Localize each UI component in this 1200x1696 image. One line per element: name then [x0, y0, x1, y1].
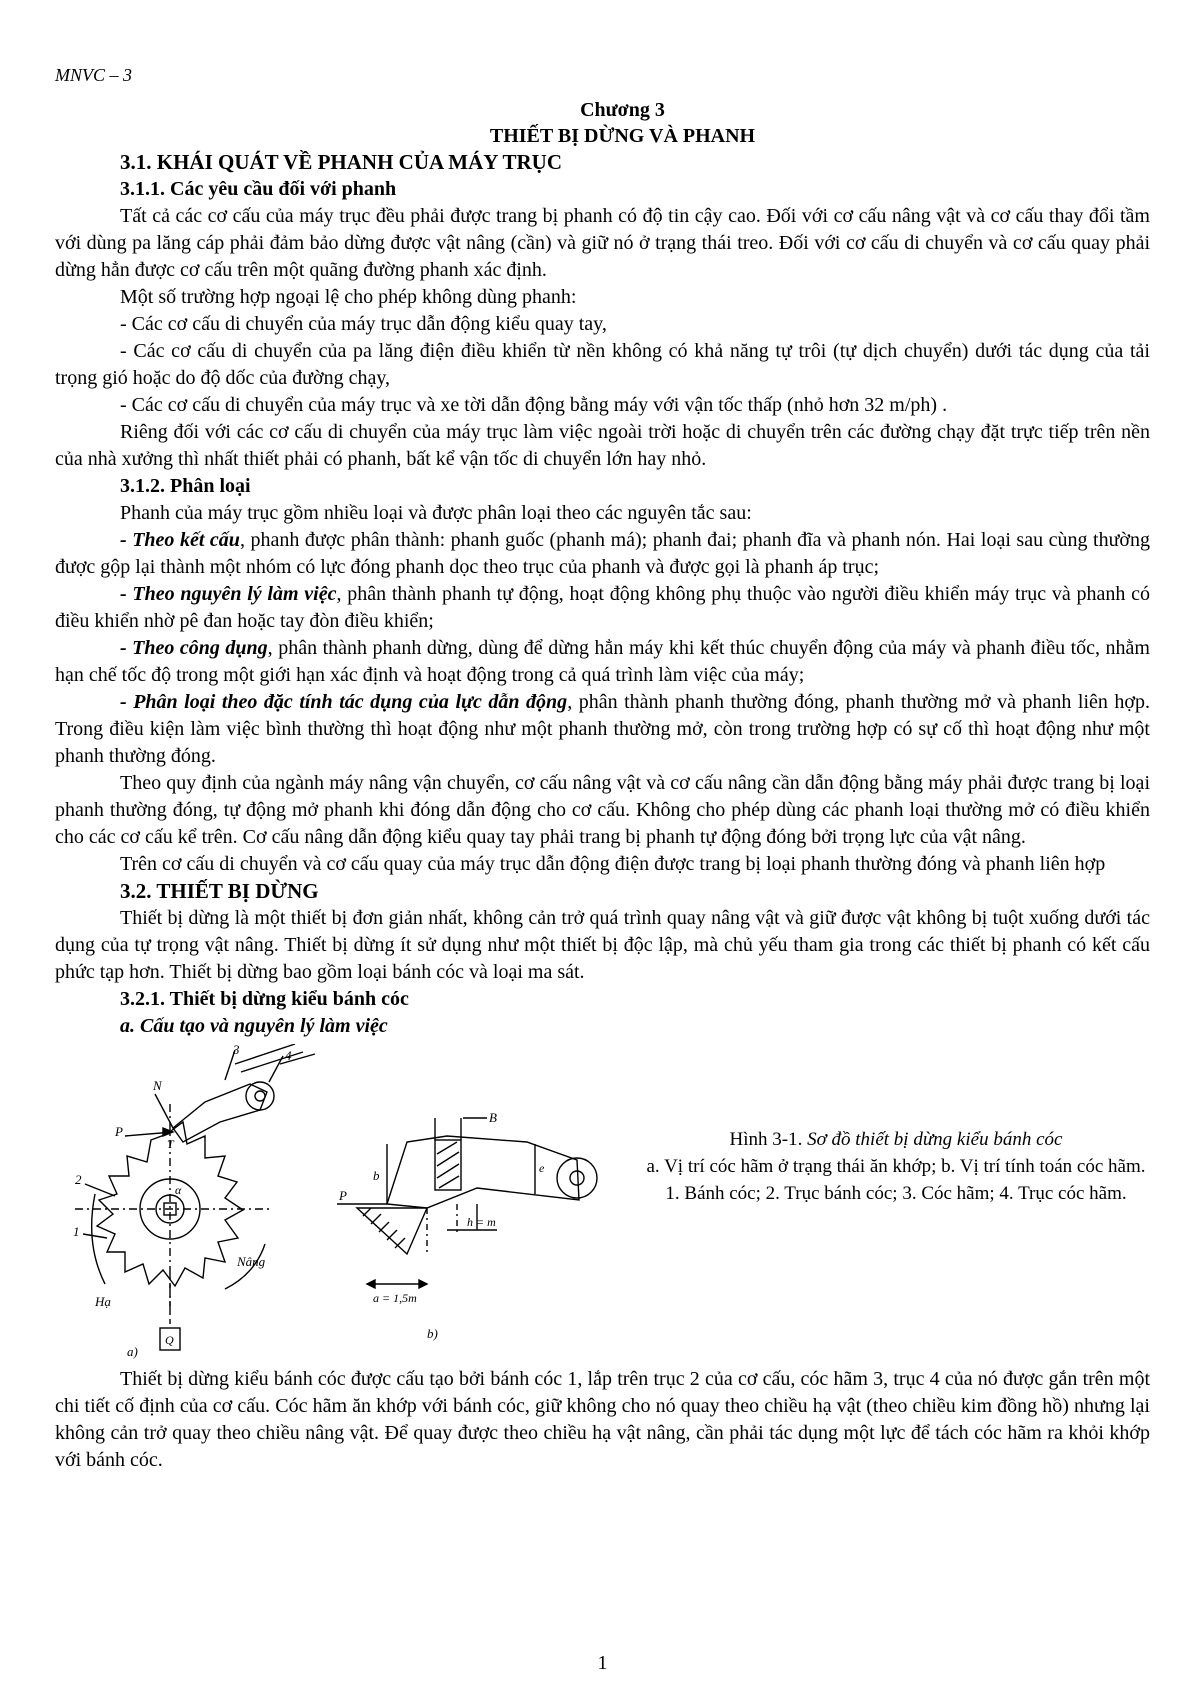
caption-line-2: a. Vị trí cóc hãm ở trạng thái ăn khớp; b. Vị trí tính toán cóc hãm. [646, 1156, 1146, 1177]
paragraph: Tất cả các cơ cấu của máy trục đều phải được trang bị phanh có độ tin cậy cao. Đối với cơ cấu nâng vật và cơ cấu thay đổi tầm với dùng pa lăng cáp phải đảm bảo dừng được vật nâng (cần) và giữ nó ở trạng thái treo. Đối với cơ cấu di chuyển và cơ cấu quay phải dừng hẳn được cơ cấu trên một quãng đường phanh xác định. [55, 205, 1150, 281]
subsection-heading-a: a. Cấu tạo và nguyên lý làm việc [120, 1015, 388, 1037]
paragraph: Riêng đối với các cơ cấu di chuyển của máy trục làm việc ngoài trời hoặc di chuyển trên các đường chạy đặt trực tiếp trên nền của nhà xưởng thì nhất thiết phải có phanh, bất kể vận tốc di chuyển lớn hay nhỏ. [55, 421, 1150, 470]
section-heading-3-1: 3.1. KHÁI QUÁT VỀ PHANH CỦA MÁY TRỤC [120, 150, 563, 174]
fig-b-label-h: h = m [467, 1215, 496, 1229]
classification-lead: - Theo công dụng [120, 637, 268, 659]
caption-title: Sơ đồ thiết bị dừng kiểu bánh cóc [807, 1129, 1063, 1150]
classification-item: - Theo nguyên lý làm việc, phân thành phanh tự động, hoạt động không phụ thuộc vào người điều khiển máy trục và phanh có điều khiển nhờ pê đan hoặc tay đòn điều khiển; [55, 583, 1151, 632]
figure-3-1 [55, 1044, 1150, 1362]
list-item: - Các cơ cấu di chuyển của máy trục và xe tời dẫn động bằng máy với vận tốc thấp (nhỏ hơn 32 m/ph) . [120, 394, 948, 416]
fig-b-caption-b: b) [427, 1326, 438, 1341]
paragraph: Theo quy định của ngành máy nâng vận chuyển, cơ cấu nâng vật và cơ cấu nâng cần dẫn động bằng máy phải được trang bị loại phanh thường đóng, tự động mở phanh khi đóng dẫn động cho cơ cấu. Không cho phép dùng các phanh loại thường mở có điều khiển cho các cơ cấu kể trên. Cơ cấu nâng dẫn động kiểu quay tay phải trang bị phanh tự động đóng bởi trọng lực của vật nâng. [55, 772, 1150, 848]
fig-b-label-P: P [339, 1188, 347, 1203]
fig-a-caption-a: a) [127, 1344, 138, 1359]
header-tag: MNVC – 3 [55, 65, 133, 85]
fig-a-label-2: 2 [75, 1172, 82, 1187]
list-item: - Các cơ cấu di chuyển của máy trục dẫn động kiểu quay tay, [120, 313, 607, 335]
fig-a-label-nang: Nâng [237, 1254, 266, 1269]
fig-b-label-b: b [373, 1168, 380, 1183]
list-item: - Các cơ cấu di chuyển của pa lăng điện điều khiển từ nền không có khả năng tự trôi (tự dịch chuyển) dưới tác dụng của tải trọng gió hoặc do độ dốc của đường chạy, [55, 340, 1150, 389]
paragraph: Phanh của máy trục gồm nhiều loại và được phân loại theo các nguyên tắc sau: [120, 502, 752, 524]
figure-caption [641, 1126, 1151, 1207]
fig-a-label-ha: Hạ [95, 1294, 111, 1309]
paragraph: Một số trường hợp ngoại lệ cho phép không dùng phanh: [120, 286, 577, 308]
document-page [55, 62, 1151, 1674]
fig-a-label-Q: Q [165, 1333, 174, 1347]
classification-lead: - Theo kết cấu [120, 529, 240, 551]
paragraph: Thiết bị dừng kiểu bánh cóc được cấu tạo bởi bánh cóc 1, lắp trên trục 2 của cơ cấu, cóc hãm 3, trục 4 của nó được gắn trên một chi tiết cố định của cơ cấu. Cóc hãm ăn khớp với bánh cóc, giữ không cho nó quay theo chiều hạ vật (theo chiều kim đồng hồ) nhưng lại không cản trở quay theo chiều nâng vật. Để quay được theo chiều hạ vật nâng, cần phải tác dụng một lực để tách cóc hãm ra khỏi khớp với bánh cóc. [55, 1368, 1150, 1471]
classification-lead: - Phân loại theo đặc tính tác dụng của lực dẫn động [120, 691, 568, 713]
ratchet-wheel-diagram [55, 1044, 325, 1362]
classification-item: - Theo kết cấu, phanh được phân thành: phanh guốc (phanh má); phanh đai; phanh đĩa và phanh nón. Hai loại sau cùng thường được gộp lại thành một nhóm có lực đóng phanh dọc theo trục của phanh và được gọi là phanh áp trục; [55, 529, 1150, 578]
paragraph: Trên cơ cấu di chuyển và cơ cấu quay của máy trục dẫn động điện được trang bị loại phanh thường đóng và phanh liên hợp [120, 853, 1106, 875]
paragraph: Thiết bị dừng là một thiết bị đơn giản nhất, không cản trở quá trình quay nâng vật và giữ được vật không bị tuột xuống dưới tác dụng của tự trọng vật nâng. Thiết bị dừng ít sử dụng như một thiết bị độc lập, mà chủ yếu tham gia trong các thiết bị phanh có kết cấu phức tạp hơn. Thiết bị dừng bao gồm loại bánh cóc và loại ma sát. [55, 907, 1150, 983]
caption-lead: Hình 3-1. [729, 1129, 808, 1150]
section-heading-3-1-2: 3.1.2. Phân loại [120, 475, 251, 497]
page-number: 1 [597, 1652, 608, 1674]
fig-a-label-P: P [115, 1124, 123, 1139]
fig-a-label-4: 4 [285, 1048, 292, 1063]
fig-a-label-1: 1 [73, 1224, 80, 1239]
chapter-number: Chương 3 [580, 99, 665, 121]
fig-b-label-e: e [539, 1161, 545, 1175]
section-heading-3-2: 3.2. THIẾT BỊ DỪNG [120, 879, 319, 903]
classification-item: - Phân loại theo đặc tính tác dụng của lực dẫn động, phân thành phanh thường đóng, phanh thường mở và phanh liên hợp. Trong điều kiện làm việc bình thường thì hoạt động như một phanh thường mở, còn trong trường hợp có sự cố thì hoạt động như một phanh thường đóng. [55, 691, 1150, 767]
fig-a-label-T: T [167, 1137, 174, 1151]
caption-line-3: 1. Bánh cóc; 2. Trục bánh cóc; 3. Cóc hãm; 4. Trục cóc hãm. [665, 1183, 1127, 1204]
fig-b-label-B: B [489, 1110, 497, 1125]
section-heading-3-2-1: 3.2.1. Thiết bị dừng kiểu bánh cóc [120, 988, 409, 1010]
fig-a-label-3: 3 [233, 1044, 240, 1057]
fig-a-label-N: N [153, 1078, 162, 1093]
pawl-calculation-diagram [327, 1104, 639, 1344]
section-heading-3-1-1: 3.1.1. Các yêu cầu đối với phanh [120, 178, 397, 200]
fig-b-label-a-dim: a = 1,5m [373, 1291, 417, 1305]
classification-lead: - Theo nguyên lý làm việc [120, 583, 337, 605]
classification-item: - Theo công dụng, phân thành phanh dừng, dùng để dừng hẳn máy khi kết thúc chuyển động của máy và phanh điều tốc, nhằm hạn chế tốc độ trong một giới hạn xác định và hoạt động trong cả quá trình làm việc của máy; [55, 637, 1150, 686]
fig-a-label-alpha: α [175, 1183, 182, 1197]
chapter-title: THIẾT BỊ DỪNG VÀ PHANH [489, 125, 756, 147]
